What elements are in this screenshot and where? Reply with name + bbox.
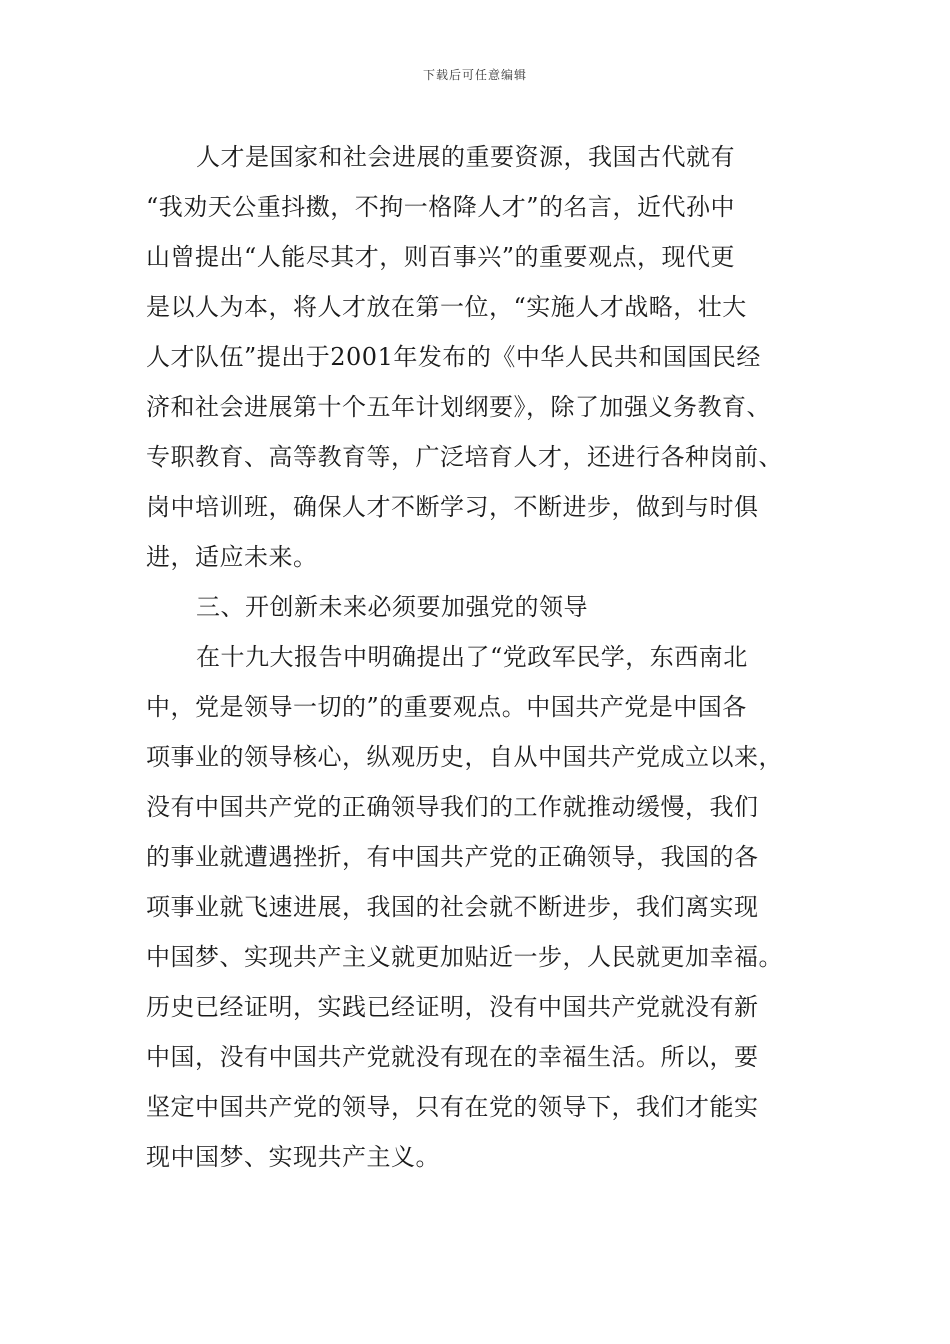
section-heading: 三、开创新未来必须要加强党的领导 [196, 593, 588, 621]
paragraph-line: 没有中国共产党的正确领导我们的工作就推动缓慢，我们 [146, 793, 759, 821]
paragraph-line: 是以人为本，将人才放在第一位，“实施人才战略，壮大 [146, 293, 747, 321]
paragraph-line: 山曾提出“人能尽其才，则百事兴”的重要观点，现代更 [146, 243, 736, 271]
paragraph-line: 中国梦、实现共产主义就更加贴近一步，人民就更加幸福。 [146, 943, 783, 971]
paragraph-line: 现中国梦、实现共产主义。 [146, 1143, 440, 1171]
document-body [146, 132, 806, 1182]
paragraph-line: 坚定中国共产党的领导，只有在党的领导下，我们才能实 [146, 1093, 759, 1121]
paragraph-line: 专职教育、高等教育等，广泛培育人才，还进行各种岗前、 [146, 443, 783, 471]
paragraph-line: 济和社会进展第十个五年计划纲要》，除了加强义务教育、 [146, 393, 771, 421]
paragraph-line: 人才队伍”提出于2001年发布的《中华人民共和国国民经 [146, 343, 761, 371]
paragraph-line: 进，适应未来。 [146, 543, 318, 571]
paragraph-line: 岗中培训班，确保人才不断学习，不断进步，做到与时俱 [146, 493, 759, 521]
paragraph-line: 人才是国家和社会进展的重要资源，我国古代就有 [196, 143, 735, 171]
paragraph-line: 项事业就飞速进展，我国的社会就不断进步，我们离实现 [146, 893, 759, 921]
paragraph-line: 在十九大报告中明确提出了“党政军民学，东西南北 [196, 643, 748, 671]
paragraph-line: 项事业的领导核心，纵观历史，自从中国共产党成立以来， [146, 743, 783, 771]
paragraph-line: 的事业就遭遇挫折，有中国共产党的正确领导，我国的各 [146, 843, 759, 871]
paragraph-line: 中，党是领导一切的”的重要观点。中国共产党是中国各 [146, 693, 747, 721]
paragraph-line: 中国，没有中国共产党就没有现在的幸福生活。所以，要 [146, 1043, 759, 1071]
paragraph-line: “我劝天公重抖擞，不拘一格降人才”的名言，近代孙中 [146, 193, 736, 221]
paragraph-line: 历史已经证明，实践已经证明，没有中国共产党就没有新 [146, 993, 759, 1021]
page-header: 下载后可任意编辑 [422, 68, 527, 82]
